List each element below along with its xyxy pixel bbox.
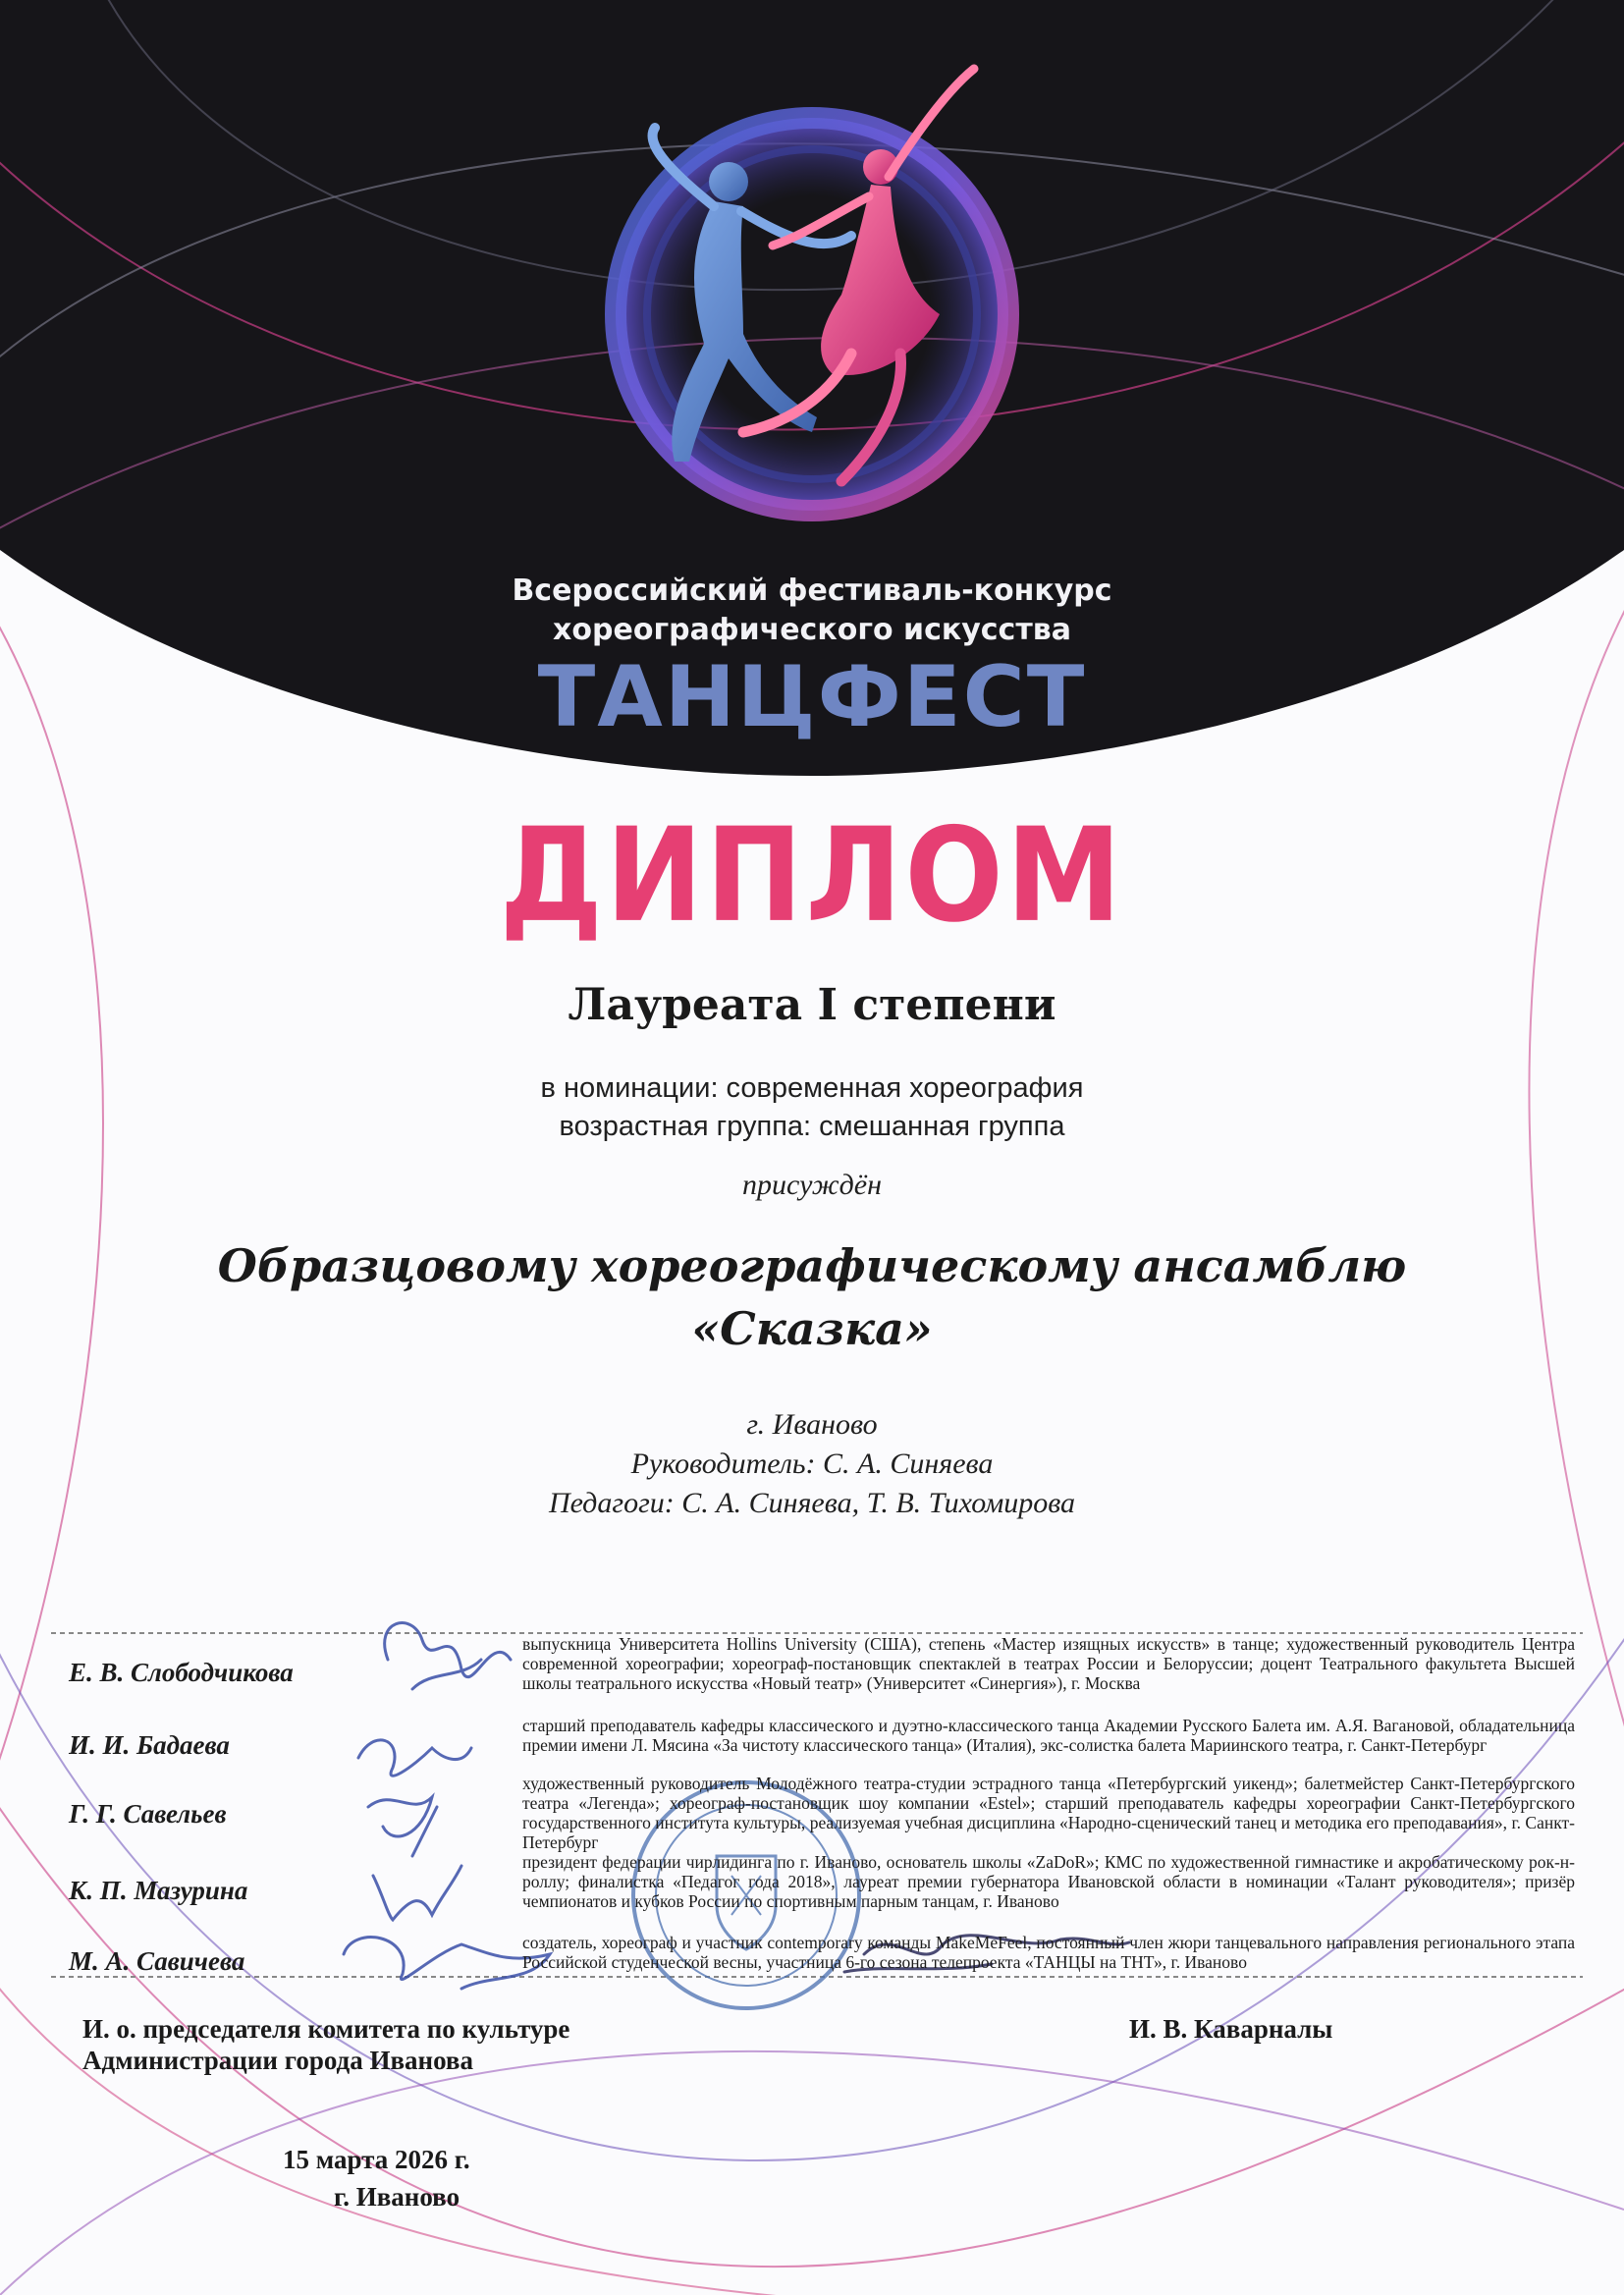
jury-description: президент федерации чирлидинга по г. Иваново, основатель школы «ZaDoR»; КМС по художественной гимнастике и акробатическому рок-н-роллу; финалистка «Педагог года 2018», лауреат премии губернатора Ивановской области в номинации «Талант руководителя»; призёр чемпионатов и кубков России по спортивным парным танцам, г. Иваново xyxy=(522,1852,1575,1911)
jury-name: Е. В. Слободчикова xyxy=(69,1658,294,1687)
recipient-teachers: Педагоги: С. А. Синяева, Т. В. Тихомирова xyxy=(548,1487,1076,1519)
festival-line-1: Всероссийский фестиваль-конкурс xyxy=(512,574,1112,608)
jury-name: К. П. Мазурина xyxy=(69,1876,248,1905)
jury-name: Г. Г. Савельев xyxy=(69,1799,227,1829)
recipient-line-1: Образцовому хореографическому ансамблю xyxy=(217,1239,1407,1292)
recipient-city: г. Иваново xyxy=(746,1408,878,1441)
jury-description: выпускница Университета Hollins University (США), степень «Мастер изящных искусств» в танце; художественный руководитель Центра современной хореографии; хореограф-постановщик спектаклей в театрах России и Белоруссии; доцент Театрального факультета Высшей школы театрального искусства «Новый театр» (Университет «Синергия»), г. Москва xyxy=(522,1634,1575,1693)
awarded-label: присуждён xyxy=(742,1169,882,1201)
jury-description: создатель, хореограф и участник contemporary команды MakeMeFeel, постоянный член жюри танцевального направления регионального этапа Российской студенческой весны, участница 6-го сезона телепроекта «ТАНЦЫ на ТНТ», г. Иваново xyxy=(522,1933,1575,1972)
age-group: возрастная группа: смешанная группа xyxy=(559,1111,1065,1142)
festival-subtitle xyxy=(0,572,1624,650)
signatory-position xyxy=(82,2013,569,2076)
festival-brand: ТАНЦФЕСТ xyxy=(537,648,1087,746)
issue-city: г. Иваново xyxy=(334,2182,460,2212)
jury-signatures xyxy=(344,1623,550,1989)
jury-name: И. И. Бадаева xyxy=(69,1730,230,1760)
issue-date: 15 марта 2026 г. xyxy=(283,2145,470,2174)
signatory-position-line-2: Администрации города Иванова xyxy=(82,2046,474,2075)
recipient-leader: Руководитель: С. А. Синяева xyxy=(630,1448,994,1480)
nomination: в номинации: современная хореография xyxy=(540,1072,1084,1104)
signatory-position-line-1: И. о. председателя комитета по культуре xyxy=(82,2014,570,2044)
signatory-name: И. В. Каварналы xyxy=(1129,2014,1333,2044)
recipient-line-2: «Сказка» xyxy=(691,1302,933,1355)
jury-name: М. А. Савичева xyxy=(69,1946,245,1976)
diploma-degree: Лауреата I степени xyxy=(568,980,1056,1030)
jury-description: художественный руководитель Молодёжного театра-студии эстрадного танца «Петербургский уикенд»; балетмейстер Санкт-Петербургского театра «Легенда»; хореограф-постановщик шоу компании «Estel»; старший преподаватель кафедры хореографии Санкт-Петербургского государственного института культуры, реализуемая учебная дисциплина «Народно-сценический танец и методика его преподавания», г. Санкт-Петербург xyxy=(522,1774,1575,1852)
diploma-title: ДИПЛОМ xyxy=(499,798,1125,952)
jury-description: старший преподаватель кафедры классического и дуэтно-классического танца Академии Русского Балета им. А.Я. Вагановой, обладательница премии имени Л. Мясина «За чистоту классического танца» (Италия), экс-солистка балета Мариинского театра, г. Санкт-Петербург xyxy=(522,1716,1575,1755)
festival-line-2: хореографического искусства xyxy=(553,613,1071,647)
